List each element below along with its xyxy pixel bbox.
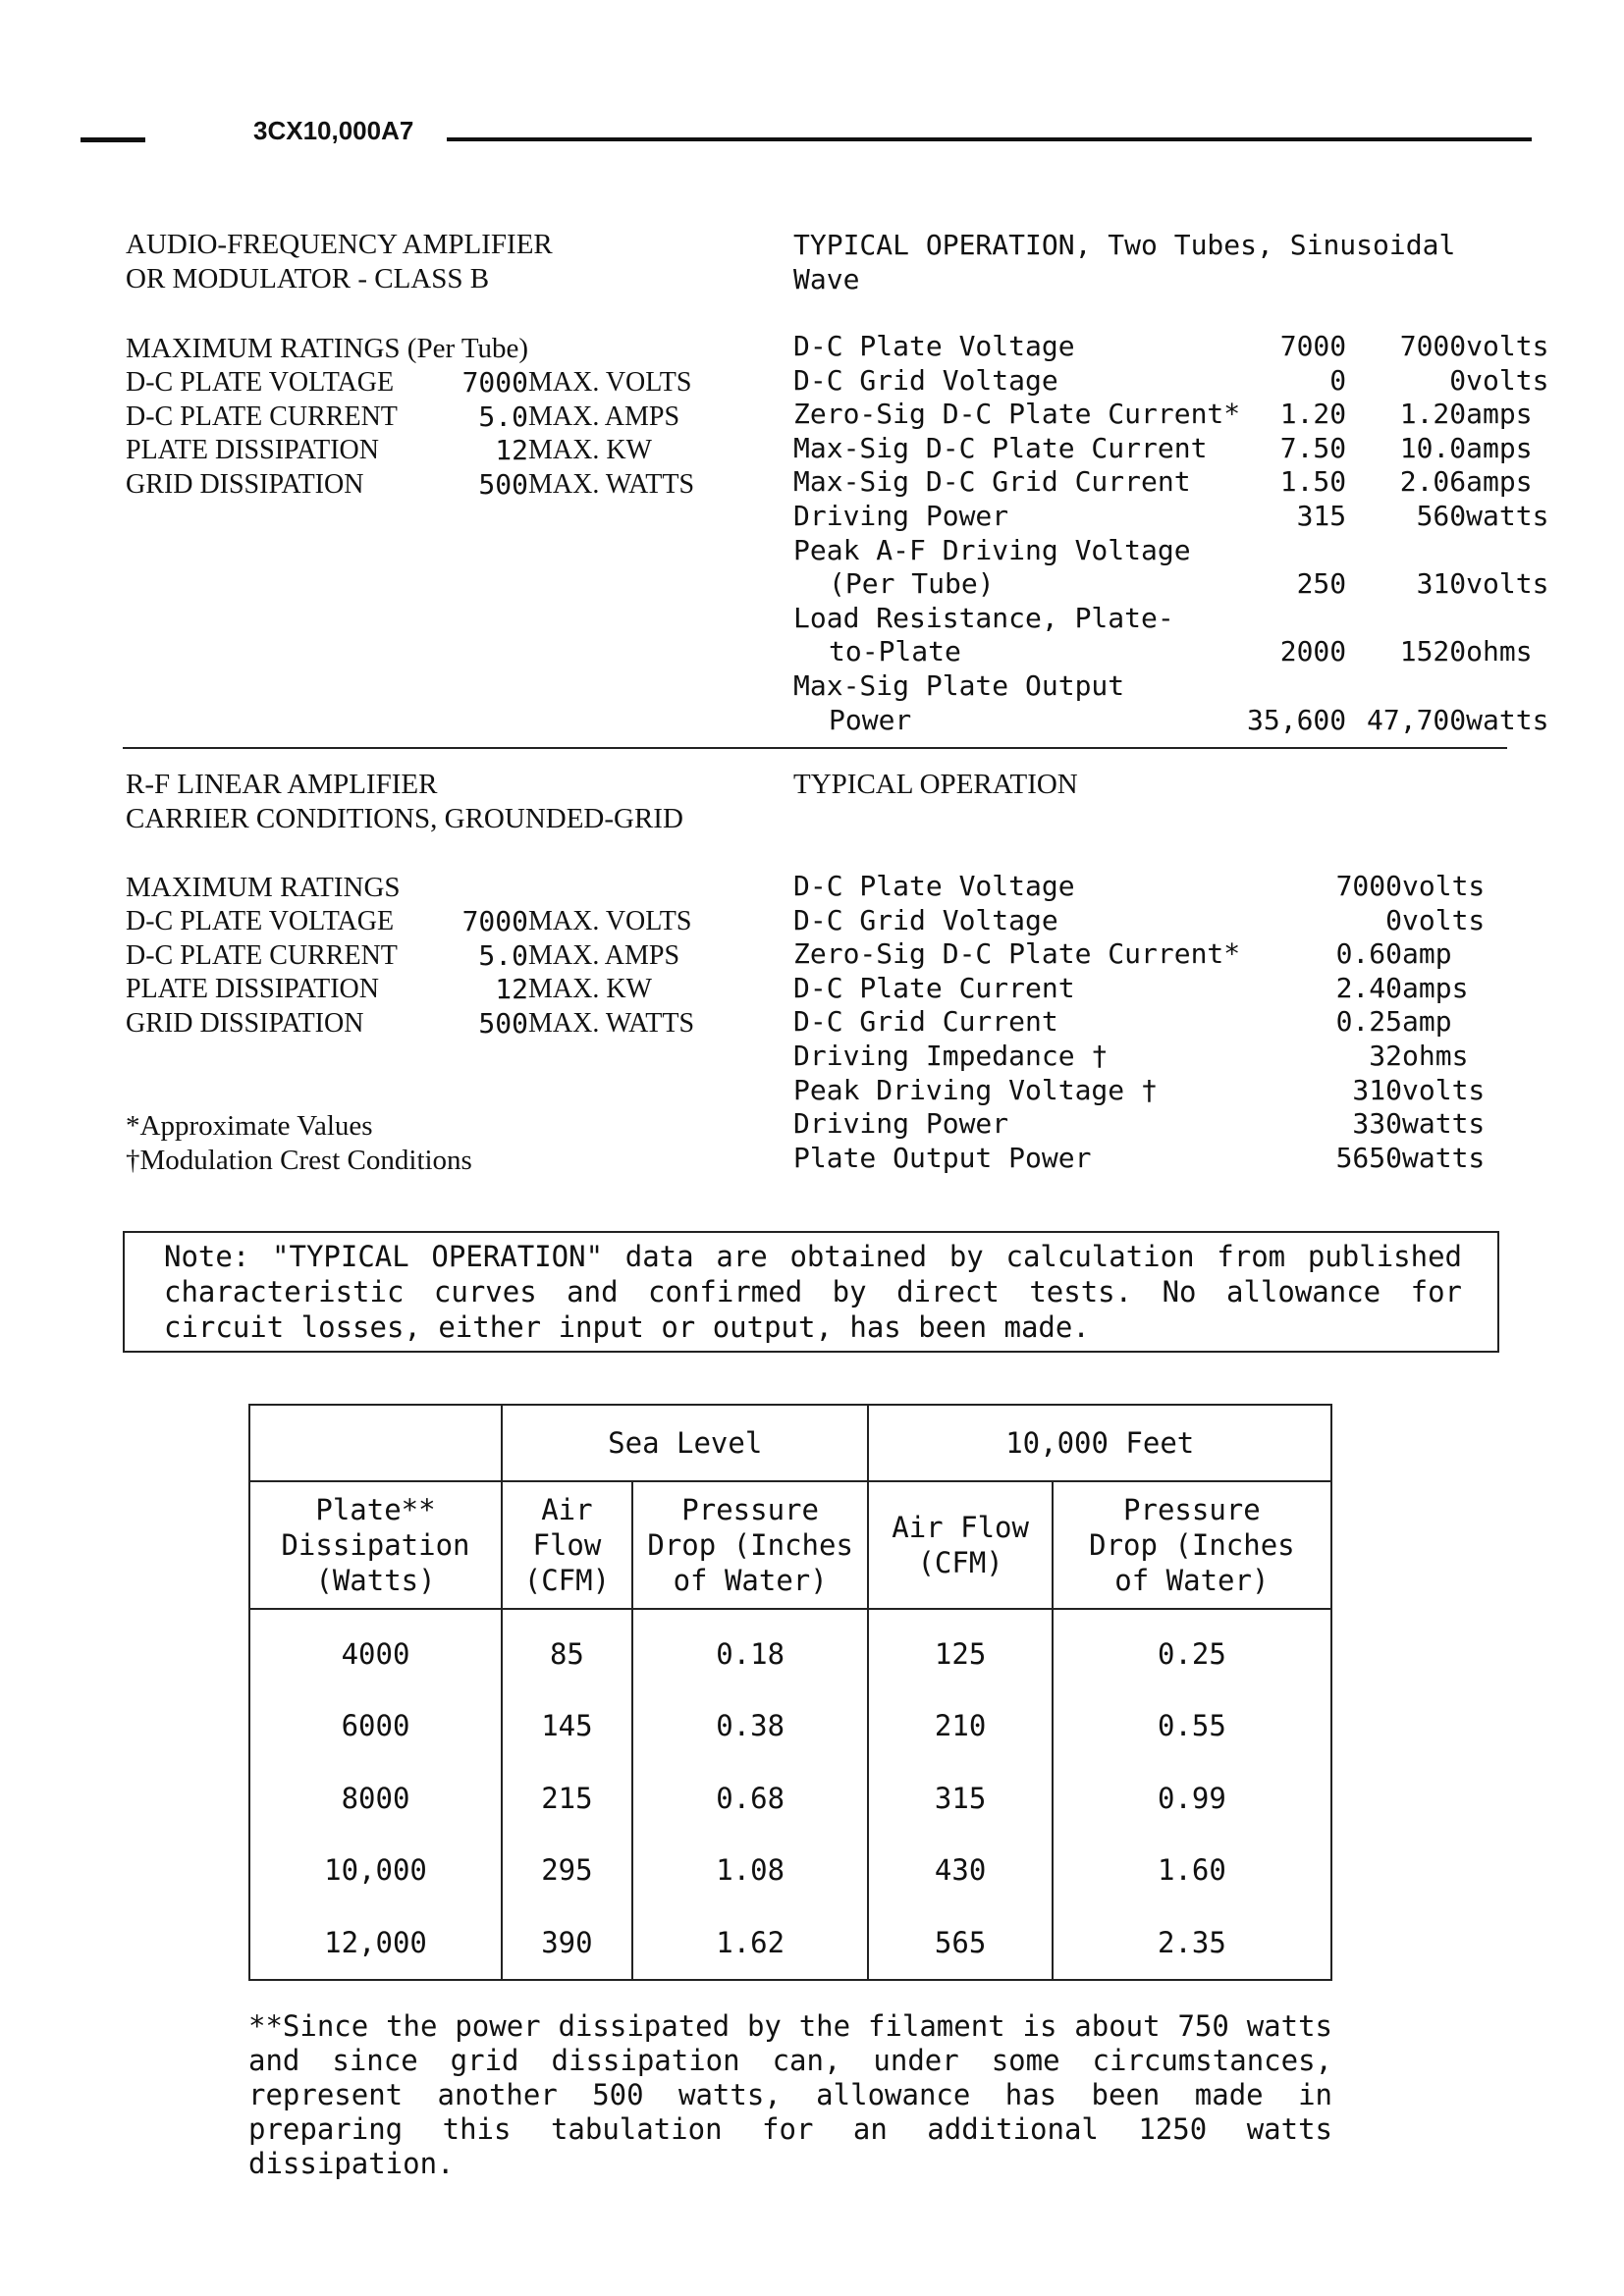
airflow-column-header-line: Air Flow (892, 1511, 1029, 1544)
audio-title-line1: AUDIO-FREQUENCY AMPLIFIER (126, 229, 553, 260)
typical-value-2 (1346, 602, 1466, 636)
typical-value-2: 560 (1416, 499, 1467, 532)
typical-value-1 (1240, 534, 1346, 568)
typical-value-2: 1520 (1399, 635, 1467, 668)
airflow-column-header-line: Plate** (315, 1493, 436, 1526)
typical-unit: volts (1466, 567, 1549, 601)
typical-value-2: 1.20 (1399, 398, 1467, 431)
typical-unit: amps (1402, 971, 1469, 1004)
typical-label: D-C Plate Voltage (793, 870, 1075, 902)
airflow-column-header-line: Dissipation (281, 1528, 470, 1562)
typical-value-1 (1240, 669, 1346, 704)
typical-value-1: 250 (1296, 567, 1347, 601)
rating-label: PLATE DISSIPATION (126, 435, 380, 466)
typical-unit: volts (1466, 330, 1549, 362)
rf-typical-row (793, 1005, 1500, 1040)
typical-value-1: 7000 (1279, 330, 1347, 362)
rating-value: 5.0 (478, 938, 528, 972)
rating-value: 7000 (461, 905, 528, 937)
typical-value-1: 1.50 (1279, 465, 1347, 499)
typical-value: 2.40 (1335, 971, 1402, 1004)
audio-typical-row (793, 432, 1564, 466)
airflow-row (249, 1906, 1331, 1980)
audio-max-rating-row (126, 434, 694, 468)
typical-label: Max-Sig Plate Output (793, 668, 1125, 702)
airflow-cell: 0.25 (1053, 1609, 1331, 1690)
rf-max-rating-row (126, 1007, 694, 1041)
rating-label: GRID DISSIPATION (126, 1007, 364, 1039)
typical-value-2: 0 (1449, 363, 1467, 397)
airflow-column-header (502, 1481, 632, 1609)
typical-label: Load Resistance, Plate- (793, 601, 1174, 634)
typical-unit: ohms (1466, 635, 1533, 668)
airflow-cell: 145 (502, 1690, 632, 1763)
typical-value: 0.60 (1335, 937, 1402, 971)
rating-label: D-C PLATE VOLTAGE (126, 906, 395, 936)
audio-typical-row (793, 364, 1564, 399)
airflow-cell: 430 (868, 1835, 1052, 1907)
rating-unit: MAX. KW (528, 435, 652, 466)
rating-label: D-C PLATE CURRENT (126, 400, 398, 432)
airflow-row (249, 1690, 1331, 1763)
typical-value-2 (1346, 534, 1466, 568)
audio-typical-row (793, 465, 1564, 500)
typical-value-2: 10.0 (1399, 431, 1467, 464)
typical-label: D-C Plate Voltage (793, 330, 1075, 362)
airflow-cell: 4000 (249, 1609, 502, 1690)
airflow-cell: 12,000 (249, 1906, 502, 1980)
audio-max-rating-row (126, 400, 694, 435)
audio-typical-row (793, 602, 1564, 636)
typical-value-1: 315 (1296, 499, 1347, 532)
rf-title-line2: CARRIER CONDITIONS, GROUNDED-GRID (126, 803, 683, 834)
rating-value: 12 (495, 973, 528, 1006)
typical-unit: amp (1402, 937, 1452, 971)
typical-value-2: 310 (1416, 567, 1467, 601)
airflow-column-header-line: of Water) (1114, 1564, 1270, 1597)
audio-max-ratings-title: MAXIMUM RATINGS (Per Tube) (126, 333, 529, 364)
typical-unit: amps (1466, 465, 1533, 499)
typical-label: Driving Power (793, 499, 1009, 532)
airflow-cell: 10,000 (249, 1835, 502, 1907)
typical-unit: amps (1466, 431, 1533, 464)
audio-typical-title-line1: TYPICAL OPERATION, Two Tubes, Sinusoidal (793, 229, 1456, 261)
typical-value: 7000 (1335, 870, 1402, 902)
typical-unit: watts (1402, 1141, 1486, 1174)
audio-typical-row (793, 704, 1564, 738)
audio-max-ratings-table (126, 366, 694, 502)
typical-label: D-C Grid Voltage (793, 363, 1058, 397)
airflow-cell: 0.18 (632, 1609, 869, 1690)
airflow-cell: 85 (502, 1609, 632, 1690)
audio-title-line2: OR MODULATOR - CLASS B (126, 263, 490, 294)
airflow-column-header-line: (CFM) (917, 1546, 1003, 1579)
rf-typical-row (793, 1107, 1500, 1142)
audio-max-rating-row (126, 468, 694, 503)
airflow-column-header-line: Drop (Inches (647, 1528, 853, 1562)
typical-value-1: 35,600 (1247, 703, 1347, 736)
airflow-cell: 1.60 (1053, 1835, 1331, 1907)
airflow-column-header (1053, 1481, 1331, 1609)
rf-typical-table (793, 870, 1500, 1175)
typical-value-1: 7.50 (1279, 431, 1347, 464)
airflow-column-header (249, 1481, 502, 1609)
rating-unit: MAX. KW (528, 974, 652, 1005)
typical-unit (1466, 534, 1564, 568)
typical-unit: volts (1402, 1073, 1486, 1106)
airflow-column-header-line: Pressure (681, 1493, 819, 1526)
airflow-group-header-row (249, 1405, 1331, 1481)
rf-typical-title: TYPICAL OPERATION (793, 769, 1078, 800)
rf-footnote-approx: *Approximate Values (126, 1110, 373, 1142)
note-box: Note: "TYPICAL OPERATION" data are obtained by calculation from published characteristic curves and confirmed by direct tests. No allowance for circuit losses, either input or output, has been made. (123, 1231, 1499, 1353)
rf-footnote-crest: †Modulation Crest Conditions (126, 1145, 472, 1176)
typical-label: D-C Plate Current (793, 971, 1075, 1004)
rating-value: 12 (495, 434, 528, 467)
typical-value-2: 7000 (1399, 330, 1467, 362)
typical-unit: volts (1402, 870, 1486, 902)
airflow-cell: 125 (868, 1609, 1052, 1690)
airflow-cell: 0.55 (1053, 1690, 1331, 1763)
header-dash (81, 137, 145, 142)
rf-title-line1: R-F LINEAR AMPLIFIER (126, 769, 438, 800)
airflow-column-header-row (249, 1481, 1331, 1609)
rating-unit: MAX. VOLTS (528, 367, 692, 398)
airflow-column-header-line: (CFM) (523, 1564, 611, 1597)
airflow-cell: 390 (502, 1906, 632, 1980)
audio-typical-row (793, 500, 1564, 534)
audio-typical-row (793, 330, 1564, 364)
rf-typical-row (793, 870, 1500, 904)
airflow-group-header: Sea Level (502, 1405, 868, 1481)
rf-max-ratings-table (126, 905, 694, 1041)
rating-unit: MAX. WATTS (528, 468, 695, 500)
typical-value-1 (1240, 602, 1346, 636)
airflow-column-header (632, 1481, 869, 1609)
typical-value: 32 (1369, 1039, 1402, 1072)
typical-label: Max-Sig D-C Grid Current (793, 465, 1191, 499)
airflow-column-header (868, 1481, 1052, 1609)
typical-label: D-C Grid Voltage (793, 903, 1058, 936)
rf-typical-row (793, 904, 1500, 938)
typical-unit: watts (1466, 703, 1549, 736)
airflow-column-header-line: Drop (Inches (1089, 1528, 1295, 1562)
rf-typical-row (793, 937, 1500, 972)
rating-unit: MAX. VOLTS (528, 906, 692, 936)
airflow-cell: 2.35 (1053, 1906, 1331, 1980)
airflow-cell: 0.38 (632, 1690, 869, 1763)
typical-unit: amps (1466, 398, 1533, 431)
typical-label: Zero-Sig D-C Plate Current* (793, 937, 1241, 971)
typical-unit: volts (1466, 363, 1549, 397)
typical-unit: volts (1402, 903, 1486, 936)
rating-label: D-C PLATE VOLTAGE (126, 367, 395, 398)
audio-typical-row (793, 534, 1564, 568)
rf-typical-row (793, 1142, 1500, 1176)
typical-unit (1466, 602, 1564, 636)
audio-typical-table (793, 330, 1564, 737)
rf-max-ratings-title: MAXIMUM RATINGS (126, 872, 401, 903)
airflow-cell: 0.99 (1053, 1762, 1331, 1835)
typical-value-2 (1346, 669, 1466, 704)
typical-label: D-C Grid Current (793, 1005, 1058, 1039)
audio-typical-row (793, 398, 1564, 432)
airflow-cell: 315 (868, 1762, 1052, 1835)
airflow-row (249, 1609, 1331, 1690)
rating-unit: MAX. AMPS (528, 400, 680, 432)
typical-value-2: 2.06 (1399, 465, 1467, 499)
airflow-column-header-line: Pressure (1123, 1493, 1261, 1526)
typical-label: Driving Impedance † (793, 1039, 1109, 1072)
rf-max-rating-row (126, 939, 694, 974)
airflow-column-header-line: Air Flow (532, 1493, 602, 1562)
airflow-column-header-line: of Water) (673, 1564, 828, 1597)
airflow-group-header: 10,000 Feet (868, 1405, 1331, 1481)
typical-label: Max-Sig D-C Plate Current (793, 431, 1208, 464)
typical-unit: watts (1402, 1107, 1486, 1141)
typical-value-1: 2000 (1279, 635, 1347, 668)
typical-value: 5650 (1335, 1141, 1402, 1174)
typical-unit: watts (1466, 499, 1549, 532)
airflow-cell: 0.68 (632, 1762, 869, 1835)
typical-unit: ohms (1402, 1039, 1469, 1072)
airflow-cell: 8000 (249, 1762, 502, 1835)
dissipation-footnote: **Since the power dissipated by the filament is about 750 watts and since grid dissipation can, under some circumstances, represent another 500 watts, allowance has been made in preparing this tabulation for an additional 1250 watts dissipation. (248, 2009, 1332, 2180)
audio-typical-row (793, 669, 1564, 704)
airflow-row (249, 1762, 1331, 1835)
typical-label: Zero-Sig D-C Plate Current* (793, 398, 1241, 431)
audio-typical-row (793, 635, 1564, 669)
typical-value-2: 47,700 (1367, 703, 1467, 736)
typical-label: to-Plate (829, 635, 961, 668)
typical-label: Plate Output Power (793, 1141, 1092, 1174)
rating-unit: MAX. AMPS (528, 939, 680, 971)
page-title: 3CX10,000A7 (253, 116, 414, 145)
audio-typical-row (793, 567, 1564, 602)
rating-label: PLATE DISSIPATION (126, 974, 380, 1005)
rating-value: 500 (478, 1006, 528, 1040)
typical-unit (1466, 669, 1564, 704)
audio-typical-title-line2: Wave (793, 263, 860, 295)
typical-unit: amp (1402, 1005, 1452, 1039)
airflow-table (248, 1404, 1332, 1981)
rf-typical-row (793, 1074, 1500, 1108)
typical-value: 310 (1352, 1073, 1402, 1106)
airflow-cell: 1.08 (632, 1835, 869, 1907)
airflow-cell: 1.62 (632, 1906, 869, 1980)
typical-label: Peak A-F Driving Voltage (793, 533, 1191, 566)
typical-label: (Per Tube) (829, 567, 995, 601)
airflow-cell: 215 (502, 1762, 632, 1835)
rating-value: 500 (478, 467, 528, 501)
airflow-cell: 565 (868, 1906, 1052, 1980)
rating-label: D-C PLATE CURRENT (126, 939, 398, 971)
typical-value: 330 (1352, 1107, 1402, 1141)
typical-label: Power (829, 703, 912, 736)
typical-value: 0 (1385, 903, 1402, 936)
typical-value-1: 1.20 (1279, 398, 1347, 431)
audio-max-rating-row (126, 366, 694, 400)
header-rule (447, 137, 1532, 141)
airflow-blank-header (249, 1405, 502, 1481)
rating-value: 5.0 (478, 400, 528, 433)
rating-unit: MAX. WATTS (528, 1007, 695, 1039)
rf-typical-row (793, 1040, 1500, 1074)
airflow-cell: 210 (868, 1690, 1052, 1763)
airflow-column-header-line: (Watts) (315, 1564, 436, 1597)
rating-value: 7000 (461, 366, 528, 399)
typical-label: Driving Power (793, 1107, 1009, 1141)
typical-value-1: 0 (1329, 363, 1347, 397)
typical-label: Peak Driving Voltage † (793, 1073, 1158, 1106)
airflow-row (249, 1835, 1331, 1907)
typical-value: 0.25 (1335, 1005, 1402, 1039)
airflow-cell: 295 (502, 1835, 632, 1907)
rf-max-rating-row (126, 905, 694, 939)
rating-label: GRID DISSIPATION (126, 468, 364, 500)
airflow-cell: 6000 (249, 1690, 502, 1763)
rf-typical-row (793, 972, 1500, 1006)
rf-max-rating-row (126, 973, 694, 1007)
section-divider (123, 747, 1507, 749)
